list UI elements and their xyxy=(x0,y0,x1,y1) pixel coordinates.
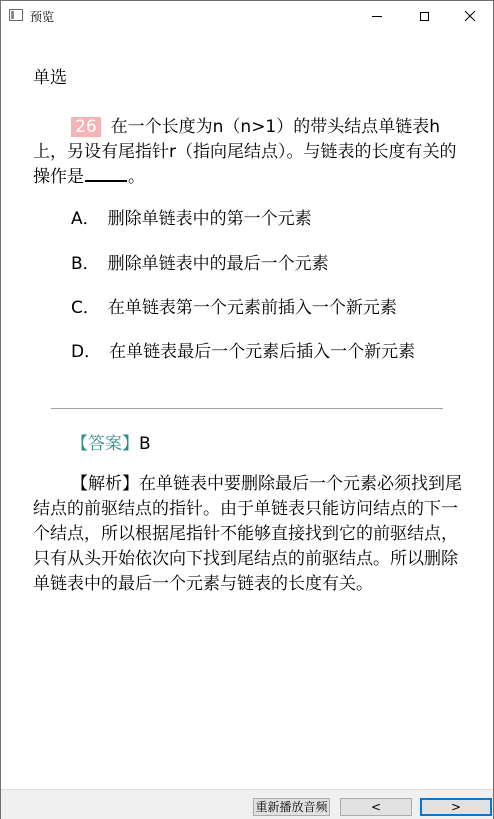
option-text: 在单链表最后一个元素后插入一个新元素 xyxy=(109,342,416,362)
question-stem xyxy=(33,115,463,190)
maximize-button[interactable] xyxy=(401,1,447,31)
replay-audio-button[interactable]: 重新播放音频 xyxy=(253,798,330,816)
answer-line xyxy=(71,429,151,454)
minimize-button[interactable] xyxy=(354,1,400,31)
option-b[interactable] xyxy=(33,252,463,277)
close-button[interactable] xyxy=(447,1,493,31)
option-letter: D． xyxy=(71,342,102,362)
option-text: 删除单链表中的第一个元素 xyxy=(107,209,312,229)
title-bar[interactable] xyxy=(1,1,493,31)
close-icon xyxy=(464,10,476,22)
option-letter: B． xyxy=(71,254,100,274)
bottom-toolbar xyxy=(1,789,493,819)
maximize-icon xyxy=(420,12,429,21)
option-text: 删除单链表中的最后一个元素 xyxy=(107,254,329,274)
question-text-end: 。 xyxy=(128,167,145,187)
option-d[interactable] xyxy=(33,340,463,365)
analysis-text: 在单链表中要删除最后一个元素必须找到尾结点的前驱结点的指针。由于单链表只能访问结点的下一个结点，所以根据尾指针不能够直接找到它的前驱结点，只有从头开始依次向下找到尾结点的前驱结点。所以删除单链表中的最后一个元素与链表的长度有关。 xyxy=(33,474,462,594)
question-text: 在一个长度为n（n>1）的带头结点单链表h上，另设有尾指针r（指向尾结点）。与链表的长度有关的操作是 xyxy=(33,117,457,187)
analysis-label: 【解析】 xyxy=(71,474,139,494)
previous-button[interactable]: < xyxy=(340,798,412,816)
answer-blank xyxy=(85,166,127,182)
answer-label: 【答案】 xyxy=(71,434,139,454)
answer-value: B xyxy=(139,434,151,454)
minimize-icon xyxy=(372,16,382,17)
window-icon xyxy=(9,9,23,21)
option-letter: A． xyxy=(71,209,100,229)
option-letter: C． xyxy=(71,298,100,318)
window-title: 预览 xyxy=(30,10,55,24)
next-button[interactable]: > xyxy=(420,798,492,816)
preview-content xyxy=(1,31,493,789)
option-c[interactable] xyxy=(33,296,463,321)
divider xyxy=(51,408,443,409)
section-title: 单选 xyxy=(33,68,67,88)
question-number-badge: 26 xyxy=(71,117,101,137)
option-text: 在单链表第一个元素前插入一个新元素 xyxy=(107,298,397,318)
analysis-paragraph xyxy=(33,472,463,597)
option-a[interactable] xyxy=(33,207,463,232)
